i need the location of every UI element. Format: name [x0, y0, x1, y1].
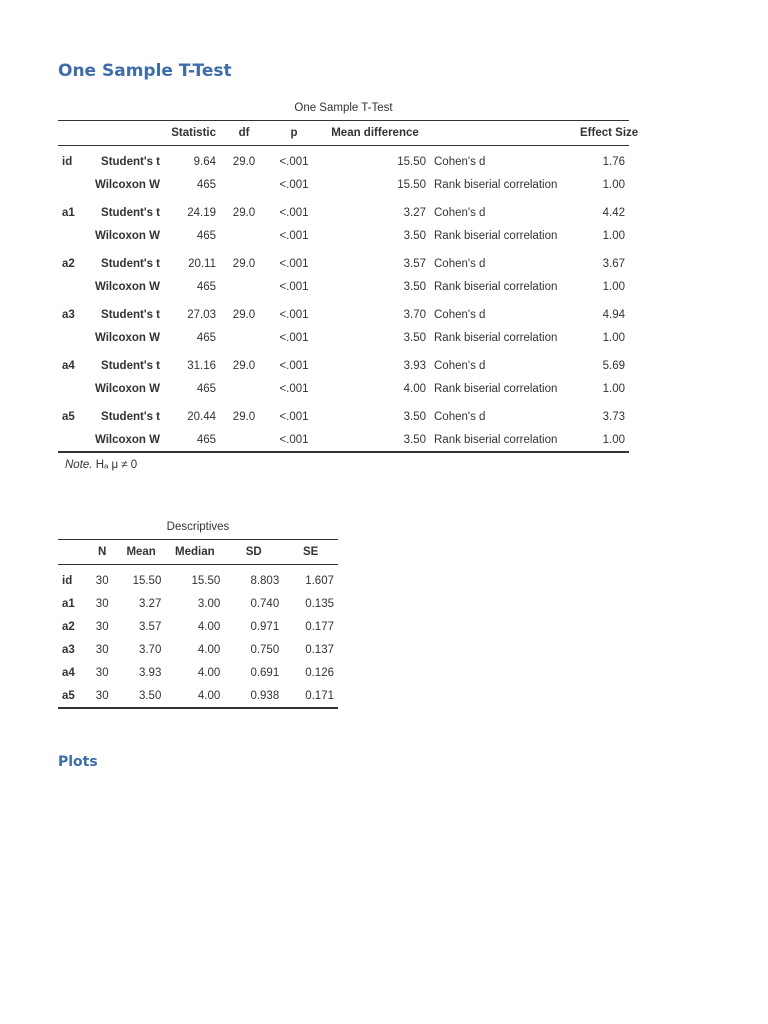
cell-p: <.001 — [279, 257, 309, 270]
cell-mean: 3.50 — [138, 689, 162, 702]
cell-df: 29.0 — [232, 206, 256, 219]
cell-variable: a1 — [62, 598, 75, 610]
cell-variable: a2 — [62, 621, 75, 633]
cell-test: Student's t — [101, 155, 160, 168]
cell-df: 29.0 — [232, 410, 256, 423]
ttest-header-row — [58, 121, 629, 146]
cell-p: <.001 — [279, 179, 309, 191]
cell-effect-size: 1.00 — [602, 230, 625, 242]
cell-test: Wilcoxon W — [94, 281, 160, 293]
cell-median: 3.00 — [197, 598, 221, 610]
cell-variable: a4 — [62, 359, 75, 372]
cell-statistic: 465 — [196, 433, 216, 446]
cell-p: <.001 — [279, 281, 309, 293]
cell-se: 0.177 — [305, 621, 334, 633]
cell-variable: a2 — [62, 257, 75, 270]
header-median: Median — [175, 546, 215, 558]
cell-p: <.001 — [279, 230, 309, 242]
cell-mean-difference: 3.27 — [403, 206, 426, 219]
cell-sd: 0.971 — [250, 621, 280, 633]
cell-statistic: 465 — [196, 281, 216, 293]
header-df: df — [238, 127, 250, 139]
table-row — [58, 299, 629, 327]
cell-variable: id — [62, 155, 73, 168]
table-row — [58, 593, 338, 616]
descriptives-table-body — [58, 565, 338, 708]
cell-variable: id — [62, 574, 73, 587]
table-row — [58, 685, 338, 708]
cell-mean-difference: 3.93 — [403, 359, 426, 372]
cell-df — [220, 327, 268, 350]
cell-df — [220, 174, 268, 197]
cell-effect-size-type: Rank biserial correlation — [434, 383, 558, 395]
table-row — [58, 350, 629, 378]
cell-effect-size: 1.00 — [602, 383, 625, 395]
cell-statistic: 20.44 — [187, 410, 216, 423]
cell-effect-size-type: Rank biserial correlation — [434, 433, 558, 446]
cell-median: 4.00 — [197, 667, 221, 679]
cell-se: 0.137 — [305, 644, 334, 656]
cell-effect-size-type: Cohen's d — [434, 410, 486, 423]
header-variable — [58, 121, 88, 146]
cell-variable: a5 — [62, 410, 75, 423]
table-row — [58, 327, 629, 350]
cell-effect-size: 3.73 — [602, 410, 625, 423]
table-row — [58, 565, 338, 593]
cell-statistic: 465 — [196, 230, 216, 242]
cell-median: 4.00 — [197, 621, 221, 633]
table-row — [58, 639, 338, 662]
cell-statistic: 31.16 — [187, 359, 216, 372]
cell-p: <.001 — [279, 433, 309, 446]
plots-section-title: Plots — [58, 754, 98, 770]
cell-se: 0.126 — [305, 667, 334, 679]
cell-mean-difference: 3.70 — [403, 308, 426, 321]
cell-n: 30 — [95, 574, 109, 587]
cell-mean: 3.27 — [138, 598, 162, 610]
cell-test: Student's t — [101, 359, 160, 372]
cell-effect-size: 4.94 — [602, 308, 625, 321]
ttest-table-container — [58, 100, 639, 453]
cell-mean-difference: 3.50 — [403, 410, 426, 423]
cell-effect-size-type: Cohen's d — [434, 359, 486, 372]
cell-variable — [58, 225, 88, 248]
cell-test: Wilcoxon W — [94, 383, 160, 395]
cell-test: Wilcoxon W — [94, 332, 160, 344]
cell-se: 0.135 — [305, 598, 334, 610]
cell-variable — [58, 327, 88, 350]
cell-variable — [58, 174, 88, 197]
cell-test: Wilcoxon W — [94, 230, 160, 242]
cell-df: 29.0 — [232, 359, 256, 372]
table-row — [58, 197, 629, 225]
table-row — [58, 662, 338, 685]
cell-sd: 0.750 — [250, 644, 280, 656]
cell-mean: 3.57 — [138, 621, 162, 633]
cell-statistic: 465 — [196, 179, 216, 191]
cell-median: 15.50 — [191, 574, 221, 587]
cell-mean-difference: 4.00 — [403, 383, 426, 395]
cell-df — [220, 378, 268, 401]
cell-p: <.001 — [279, 410, 309, 423]
cell-mean-difference: 15.50 — [397, 179, 426, 191]
cell-p: <.001 — [279, 206, 309, 219]
cell-variable: a4 — [62, 667, 75, 679]
cell-test: Wilcoxon W — [94, 179, 160, 191]
table-row — [58, 225, 629, 248]
cell-effect-size-type: Rank biserial correlation — [434, 230, 558, 242]
cell-mean-difference: 3.50 — [403, 230, 426, 242]
cell-effect-size: 1.00 — [602, 332, 625, 344]
cell-mean: 15.50 — [132, 574, 162, 587]
table-row — [58, 276, 629, 299]
descriptives-header-row — [58, 540, 338, 565]
cell-effect-size: 3.67 — [602, 257, 625, 270]
ttest-note — [65, 459, 137, 471]
table-row — [58, 616, 338, 639]
cell-n: 30 — [95, 644, 109, 656]
note-label: Note. — [65, 459, 93, 471]
ttest-table-body — [58, 146, 629, 452]
cell-effect-size-type: Cohen's d — [434, 206, 486, 219]
header-variable — [58, 540, 87, 565]
cell-df: 29.0 — [232, 308, 256, 321]
header-n: N — [98, 546, 107, 558]
cell-df — [220, 225, 268, 248]
cell-statistic: 465 — [196, 383, 216, 395]
cell-variable — [58, 429, 88, 452]
table-row — [58, 174, 629, 197]
cell-n: 30 — [95, 598, 109, 610]
cell-effect-size: 5.69 — [602, 359, 625, 372]
cell-effect-size: 4.42 — [602, 206, 625, 219]
table-row — [58, 146, 629, 174]
cell-effect-size: 1.76 — [602, 155, 625, 168]
cell-p: <.001 — [279, 359, 309, 372]
ttest-table-caption: One Sample T-Test — [294, 102, 393, 114]
cell-sd: 0.691 — [250, 667, 280, 679]
cell-se: 1.607 — [305, 574, 334, 587]
cell-effect-size-type: Rank biserial correlation — [434, 332, 558, 344]
descriptives-table-container — [58, 519, 338, 709]
cell-effect-size-type: Cohen's d — [434, 257, 486, 270]
cell-mean: 3.70 — [138, 644, 162, 656]
cell-test: Student's t — [101, 308, 160, 321]
cell-mean-difference: 3.57 — [403, 257, 426, 270]
table-row — [58, 401, 629, 429]
cell-effect-size: 1.00 — [602, 179, 625, 191]
cell-median: 4.00 — [197, 689, 221, 702]
cell-variable — [58, 276, 88, 299]
header-effect-size-type — [430, 121, 576, 146]
cell-variable: a1 — [62, 206, 75, 219]
cell-n: 30 — [95, 689, 109, 702]
cell-p: <.001 — [279, 383, 309, 395]
header-effect-size: Effect Size — [580, 127, 639, 139]
note-text: Hₐ μ ≠ 0 — [95, 459, 138, 471]
cell-statistic: 20.11 — [188, 257, 216, 270]
cell-n: 30 — [95, 621, 109, 633]
cell-mean-difference: 3.50 — [403, 332, 426, 344]
cell-effect-size-type: Cohen's d — [434, 155, 486, 168]
cell-sd: 0.740 — [250, 598, 280, 610]
cell-df: 29.0 — [232, 257, 256, 270]
cell-test: Student's t — [101, 410, 160, 423]
cell-test: Student's t — [101, 257, 160, 270]
cell-test: Wilcoxon W — [94, 433, 160, 446]
table-row — [58, 378, 629, 401]
header-mean-difference: Mean difference — [331, 127, 419, 139]
table-row — [58, 248, 629, 276]
table-row — [58, 429, 629, 452]
cell-se: 0.171 — [305, 689, 334, 702]
cell-sd: 8.803 — [250, 574, 280, 587]
header-se: SE — [302, 546, 319, 558]
cell-df: 29.0 — [232, 155, 256, 168]
ttest-table — [58, 120, 639, 453]
cell-test: Student's t — [101, 206, 160, 219]
header-mean: Mean — [126, 546, 156, 558]
cell-statistic: 27.03 — [187, 308, 216, 321]
cell-p: <.001 — [279, 332, 309, 344]
cell-variable: a3 — [62, 308, 75, 321]
cell-effect-size-type: Rank biserial correlation — [434, 179, 558, 191]
cell-variable: a5 — [62, 689, 75, 702]
header-sd: SD — [245, 546, 262, 558]
descriptives-table-caption: Descriptives — [166, 521, 230, 533]
cell-mean-difference: 3.50 — [403, 433, 426, 446]
cell-p: <.001 — [279, 155, 309, 168]
cell-variable — [58, 378, 88, 401]
cell-df — [220, 276, 268, 299]
analysis-title: One Sample T-Test — [58, 61, 232, 81]
header-test — [88, 121, 164, 146]
cell-n: 30 — [95, 667, 109, 679]
cell-p: <.001 — [279, 308, 309, 321]
cell-mean-difference: 15.50 — [397, 155, 426, 168]
cell-sd: 0.938 — [250, 689, 280, 702]
cell-effect-size-type: Rank biserial correlation — [434, 281, 558, 293]
descriptives-table — [58, 539, 338, 709]
cell-effect-size: 1.00 — [602, 433, 625, 446]
cell-mean-difference: 3.50 — [403, 281, 426, 293]
cell-statistic: 9.64 — [193, 155, 216, 168]
header-statistic: Statistic — [171, 127, 216, 139]
cell-statistic: 465 — [196, 332, 216, 344]
header-p: p — [290, 127, 298, 139]
cell-df — [220, 429, 268, 452]
cell-effect-size-type: Cohen's d — [434, 308, 486, 321]
cell-variable: a3 — [62, 644, 75, 656]
cell-median: 4.00 — [197, 644, 221, 656]
cell-statistic: 24.19 — [187, 206, 216, 219]
cell-effect-size: 1.00 — [602, 281, 625, 293]
cell-mean: 3.93 — [138, 667, 162, 679]
